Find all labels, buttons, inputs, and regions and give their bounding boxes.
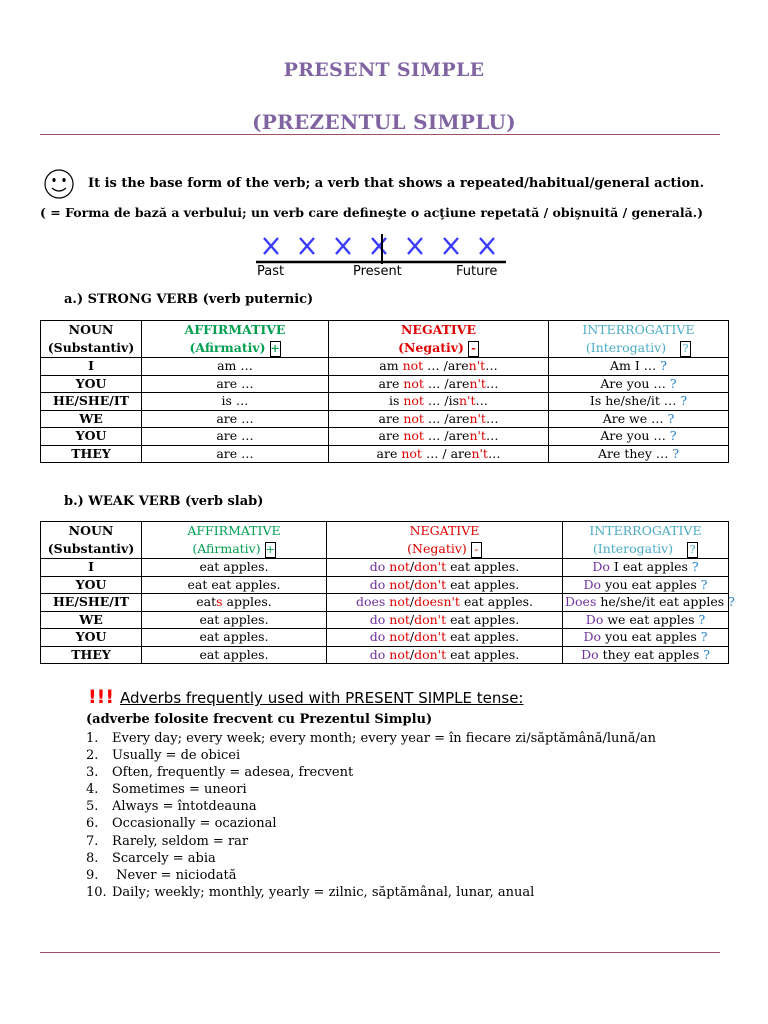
- table-header-row: [41, 522, 729, 559]
- interrogative-cell: Is he/she/it … ?: [549, 393, 729, 411]
- interrogative-cell: Are we … ?: [549, 410, 729, 428]
- strong-verb-table: [40, 320, 729, 463]
- header-noun: NOUN (Substantiv): [41, 522, 142, 559]
- table-row: [41, 594, 729, 612]
- header-interrogative: INTERROGATIVE (Interogativ) ?: [563, 522, 729, 559]
- table-row: [41, 358, 729, 376]
- exclamation-marks: !!!: [88, 686, 114, 708]
- list-item-number: 4.: [86, 782, 99, 798]
- adverbs-list: [86, 730, 656, 901]
- affirmative-cell: are …: [142, 375, 329, 393]
- interrogative-cell: Are you … ?: [549, 375, 729, 393]
- affirmative-cell: eats apples.: [142, 594, 327, 612]
- affirmative-cell: am …: [142, 358, 329, 376]
- affirmative-cell: are …: [142, 410, 329, 428]
- table-row: [41, 428, 729, 446]
- negative-cell: is not … /isn't…: [329, 393, 549, 411]
- interrogative-cell: Do they eat apples ?: [563, 646, 729, 664]
- negative-cell: do not/don't eat apples.: [327, 611, 563, 629]
- negative-cell: does not/doesn't eat apples.: [327, 594, 563, 612]
- question-sign-box: ?: [687, 542, 698, 558]
- table-row: [41, 393, 729, 411]
- pronoun-cell: I: [41, 358, 142, 376]
- list-item: [86, 798, 656, 815]
- list-item-number: 8.: [86, 850, 99, 866]
- page-subtitle: (PREZENTUL SIMPLU): [251, 110, 517, 134]
- interrogative-cell: Am I … ?: [549, 358, 729, 376]
- table-row: [41, 559, 729, 577]
- plus-sign-box: +: [270, 341, 280, 355]
- list-item: [86, 815, 656, 832]
- table-row: [41, 576, 729, 594]
- list-item-text: Always = întotdeauna: [112, 799, 257, 815]
- affirmative-cell: eat apples.: [142, 646, 327, 664]
- negative-cell: do not/don't eat apples.: [327, 646, 563, 664]
- pronoun-cell: YOU: [41, 629, 142, 647]
- negative-cell: are not … /aren't…: [329, 410, 549, 428]
- table-header-row: [41, 321, 729, 358]
- list-item-number: 6.: [86, 816, 99, 832]
- list-item-text: Occasionally = ocazional: [112, 816, 277, 832]
- smiley-face-icon: [42, 168, 76, 200]
- interrogative-cell: Are you … ?: [549, 428, 729, 446]
- pronoun-cell: YOU: [41, 375, 142, 393]
- minus-sign-box: -: [468, 341, 479, 357]
- top-divider: [40, 134, 720, 135]
- list-item-number: 10.: [86, 884, 107, 900]
- affirmative-cell: eat apples.: [142, 629, 327, 647]
- table-row: [41, 629, 729, 647]
- list-item: [86, 867, 656, 884]
- negative-cell: do not/don't eat apples.: [327, 576, 563, 594]
- negative-cell: do not/don't eat apples.: [327, 559, 563, 577]
- list-item-text: Scarcely = abia: [112, 850, 216, 866]
- interrogative-cell: Do you eat apples ?: [563, 576, 729, 594]
- header-noun: NOUN (Substantiv): [41, 321, 142, 358]
- interrogative-cell: Do we eat apples ?: [563, 611, 729, 629]
- list-item-text: Every day; every week; every month; every year = în fiecare zi/săptămână/lună/an: [112, 731, 657, 746]
- list-item-text: Usually = de obicei: [112, 748, 241, 764]
- negative-cell: are not … /aren't…: [329, 428, 549, 446]
- list-item: [86, 747, 656, 764]
- list-item-number: 9.: [86, 867, 99, 883]
- affirmative-cell: eat apples.: [142, 611, 327, 629]
- affirmative-cell: eat eat apples.: [142, 576, 327, 594]
- pronoun-cell: I: [41, 559, 142, 577]
- pronoun-cell: HE/SHE/IT: [41, 594, 142, 612]
- affirmative-cell: eat apples.: [142, 559, 327, 577]
- question-sign-box: ?: [680, 341, 691, 357]
- header-negative: NEGATIVE (Negativ) -: [329, 321, 549, 358]
- header-affirmative: AFFIRMATIVE (Afirmativ) +: [142, 522, 327, 559]
- list-item-text: Rarely, seldom = rar: [112, 833, 249, 849]
- list-item: [86, 850, 656, 867]
- list-item: [86, 781, 656, 798]
- list-item: [86, 833, 656, 850]
- table-row: [41, 611, 729, 629]
- bottom-divider: [40, 952, 720, 953]
- pronoun-cell: YOU: [41, 576, 142, 594]
- negative-cell: am not … /aren't…: [329, 358, 549, 376]
- list-item-text: Daily; weekly; monthly, yearly = zilnic, săptămânal, lunar, anual: [112, 884, 535, 900]
- list-item-text: Often, frequently = adesea, frecvent: [112, 765, 354, 781]
- pronoun-cell: THEY: [41, 445, 142, 463]
- interrogative-cell: Do you eat apples ?: [563, 629, 729, 647]
- negative-cell: are not … / aren't…: [329, 445, 549, 463]
- page-title: PRESENT SIMPLE: [283, 59, 485, 81]
- affirmative-cell: is …: [142, 393, 329, 411]
- negative-cell: do not/don't eat apples.: [327, 629, 563, 647]
- pronoun-cell: WE: [41, 410, 142, 428]
- intro-translation: ( = Forma de bază a verbului; un verb care defineşte o acţiune repetată / obişnuită / generală.): [40, 205, 704, 220]
- minus-sign-box: -: [471, 542, 482, 558]
- table-row: [41, 410, 729, 428]
- affirmative-cell: are …: [142, 428, 329, 446]
- pronoun-cell: WE: [41, 611, 142, 629]
- interrogative-cell: Does he/she/it eat apples ?: [563, 594, 729, 612]
- plus-sign-box: +: [265, 542, 275, 556]
- list-item: [86, 730, 656, 747]
- affirmative-cell: are …: [142, 445, 329, 463]
- table-row: [41, 445, 729, 463]
- timeline-label-present: Present: [353, 264, 402, 279]
- strong-verb-heading: a.) STRONG VERB (verb puternic): [64, 292, 314, 307]
- list-item-number: 1.: [86, 731, 99, 746]
- header-interrogative: INTERROGATIVE (Interogativ) ?: [549, 321, 729, 358]
- table-row: [41, 646, 729, 664]
- weak-verb-heading: b.) WEAK VERB (verb slab): [64, 494, 264, 509]
- list-item-number: 3.: [86, 765, 99, 781]
- pronoun-cell: YOU: [41, 428, 142, 446]
- negative-cell: are not … /aren't…: [329, 375, 549, 393]
- list-item-text: Sometimes = uneori: [112, 782, 247, 798]
- timeline-label-past: Past: [257, 264, 285, 279]
- list-item-number: 2.: [86, 748, 99, 764]
- header-affirmative: AFFIRMATIVE (Afirmativ) +: [142, 321, 329, 358]
- table-row: [41, 375, 729, 393]
- timeline-markers: [264, 238, 494, 254]
- list-item-text: Never = niciodată: [112, 867, 237, 883]
- list-item: [86, 884, 656, 901]
- interrogative-cell: Are they … ?: [549, 445, 729, 463]
- pronoun-cell: THEY: [41, 646, 142, 664]
- interrogative-cell: Do I eat apples ?: [563, 559, 729, 577]
- list-item-number: 5.: [86, 799, 99, 815]
- timeline-label-future: Future: [456, 264, 498, 279]
- intro-definition: It is the base form of the verb; a verb that shows a repeated/habitual/general action.: [88, 176, 705, 191]
- header-negative: NEGATIVE (Negativ) -: [327, 522, 563, 559]
- list-item-number: 7.: [86, 833, 99, 849]
- weak-verb-table: [40, 521, 735, 664]
- adverbs-subheading: (adverbe folosite frecvent cu Prezentul Simplu): [86, 712, 433, 727]
- list-item: [86, 764, 656, 781]
- adverbs-heading: !!! Adverbs frequently used with PRESENT SIMPLE tense:: [88, 686, 524, 708]
- pronoun-cell: HE/SHE/IT: [41, 393, 142, 411]
